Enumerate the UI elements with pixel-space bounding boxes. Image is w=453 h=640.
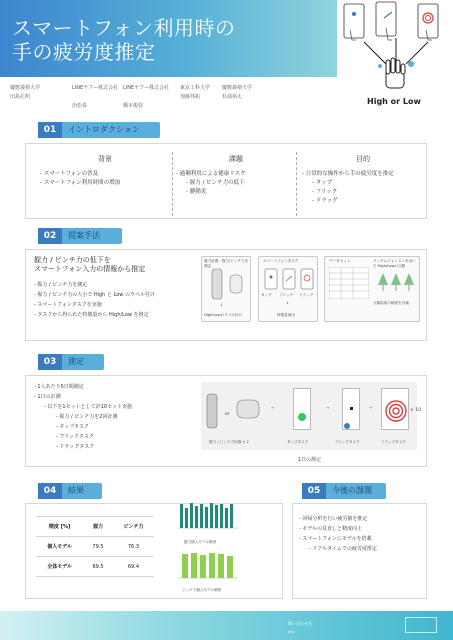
tap-phone xyxy=(293,388,311,430)
hero-illustration xyxy=(340,0,453,112)
method-list: - 握力 / ピンチ力を測定 - 握力 / ピンチ力の大小で High と Low のラベル付け - スマートフォンタスクを実施 - タスクから得られた特徴量から High/Low を推定 xyxy=(34,282,155,318)
section-number: 01 xyxy=(38,122,62,138)
spiral-icon xyxy=(382,389,410,431)
intro-background: 背景 - スマートフォンの普及 - スマートフォン利用時間の増加 xyxy=(40,155,121,186)
section-measure-header xyxy=(38,354,104,370)
measure-caption: 1日の測定 xyxy=(298,457,322,463)
section-number: 05 xyxy=(302,483,326,499)
method-lead: 握力 / ピンチ力の低下を スマートフォン入力の情報から推定 xyxy=(34,256,146,273)
tap-dot-icon xyxy=(352,12,356,16)
section-title: 測定 xyxy=(68,357,84,366)
grip-chart-caption: 握力個人モデル精度 xyxy=(184,540,217,544)
author-2: LINEヤフー株式会社 治松泰 xyxy=(72,85,119,109)
grip-accuracy-chart xyxy=(172,498,242,538)
accuracy-table xyxy=(36,516,154,577)
drag-phone xyxy=(381,388,409,430)
section-intro-header xyxy=(38,122,160,138)
contact-email: Mail xyxy=(288,630,296,634)
table-row: 個人モデル 79.5 76.3 xyxy=(36,537,154,557)
section-result-header xyxy=(38,483,102,499)
author-3: LINEヤフー株式会社 橋本俊弥 xyxy=(123,85,170,109)
chart-bars xyxy=(182,553,233,578)
divider xyxy=(172,152,173,216)
author-1: 慶應義塾大学 田島孔明 xyxy=(10,85,41,100)
dataset-table-icon xyxy=(329,267,369,299)
method-box-measure: 握力計測・握力/ピンチ力を測定 ↓ High/Lowのラベル付け xyxy=(201,256,251,322)
section-title: 今後の課題 xyxy=(332,486,372,495)
section-number: 03 xyxy=(38,354,62,370)
intro-problem: 課題 - 過剰利用による健康リスク - 握力 / ピンチ力の低下 - 腱鞘炎 xyxy=(176,155,246,195)
measure-devices-icon xyxy=(203,386,265,434)
section-future-header xyxy=(302,483,386,499)
section-number: 02 xyxy=(38,228,62,244)
flick-phone xyxy=(342,388,360,430)
pinch-chart-caption: ピンチ力個人モデル精度 xyxy=(182,588,222,592)
title-line-2: 手の疲労度推定 xyxy=(12,40,156,64)
contact-label: 問い合わせ先 xyxy=(288,621,312,626)
random-forest-icon xyxy=(377,271,415,293)
tap-target-icon xyxy=(298,413,306,421)
method-box-tasks: スマートフォンタスク タップ フリック ドラッグ ↓ 特徴量抽出 xyxy=(258,256,318,322)
footer-band xyxy=(0,611,453,640)
hero-caption: High or Low xyxy=(367,97,421,106)
table-row: 精度 [%] 握力 ピンチ力 xyxy=(36,517,154,537)
future-list: - 回帰分析を行い疲労値を推定 - モデルの見直しと精度向上 - スマートフォンにモデルを搭載 - リアルタイムでの疲労度推定 xyxy=(299,516,377,552)
author-4: 東京工科大学 加藤邦拓 xyxy=(180,85,211,100)
author-5: 慶應義塾大学 杉浦裕太 xyxy=(222,85,253,100)
chart-bars xyxy=(180,503,233,528)
divider xyxy=(296,152,297,216)
table-row: 全体モデル 69.5 69.4 xyxy=(36,557,154,577)
method-box-dataset: データセット ランダムフォレストを用いた High/Lowの分類 分類結果の精度を評価 xyxy=(324,256,420,322)
lab-logo xyxy=(405,617,437,633)
grip-device-icon xyxy=(208,267,246,303)
measure-list: - 1人あたり5日間測定 - 1日の計測 - 以下を1セットとして計10セット実施 - 握力 / ピンチ力を2回計測 - タップタスク - フリックタスク - ドラッグタスク xyxy=(34,384,132,450)
section-title: イントロダクション xyxy=(68,125,140,134)
hand-icon xyxy=(386,58,405,88)
section-title: 提案手法 xyxy=(68,231,100,240)
measure-flow: or 握力 / ピンチ力計測 × 2 タップタスク フリックタスク ドラッグタスク → → → xyxy=(201,382,417,450)
repeat-label: × 10 xyxy=(410,408,421,413)
intro-goal: 目的 - 日常的な操作から手の疲労度を推定 - タップ - フリック - ドラッグ xyxy=(302,155,394,204)
poster-title xyxy=(12,16,332,64)
section-number: 04 xyxy=(38,483,62,499)
intro-panel xyxy=(25,143,427,219)
section-title: 結果 xyxy=(68,486,84,495)
title-line-1: スマートフォン利用時の xyxy=(12,16,236,40)
section-method-header xyxy=(38,228,122,244)
pinch-accuracy-chart xyxy=(172,548,242,586)
flick-finger-icon xyxy=(344,423,350,429)
future-panel xyxy=(292,503,427,599)
task-phones-icon xyxy=(263,267,315,291)
